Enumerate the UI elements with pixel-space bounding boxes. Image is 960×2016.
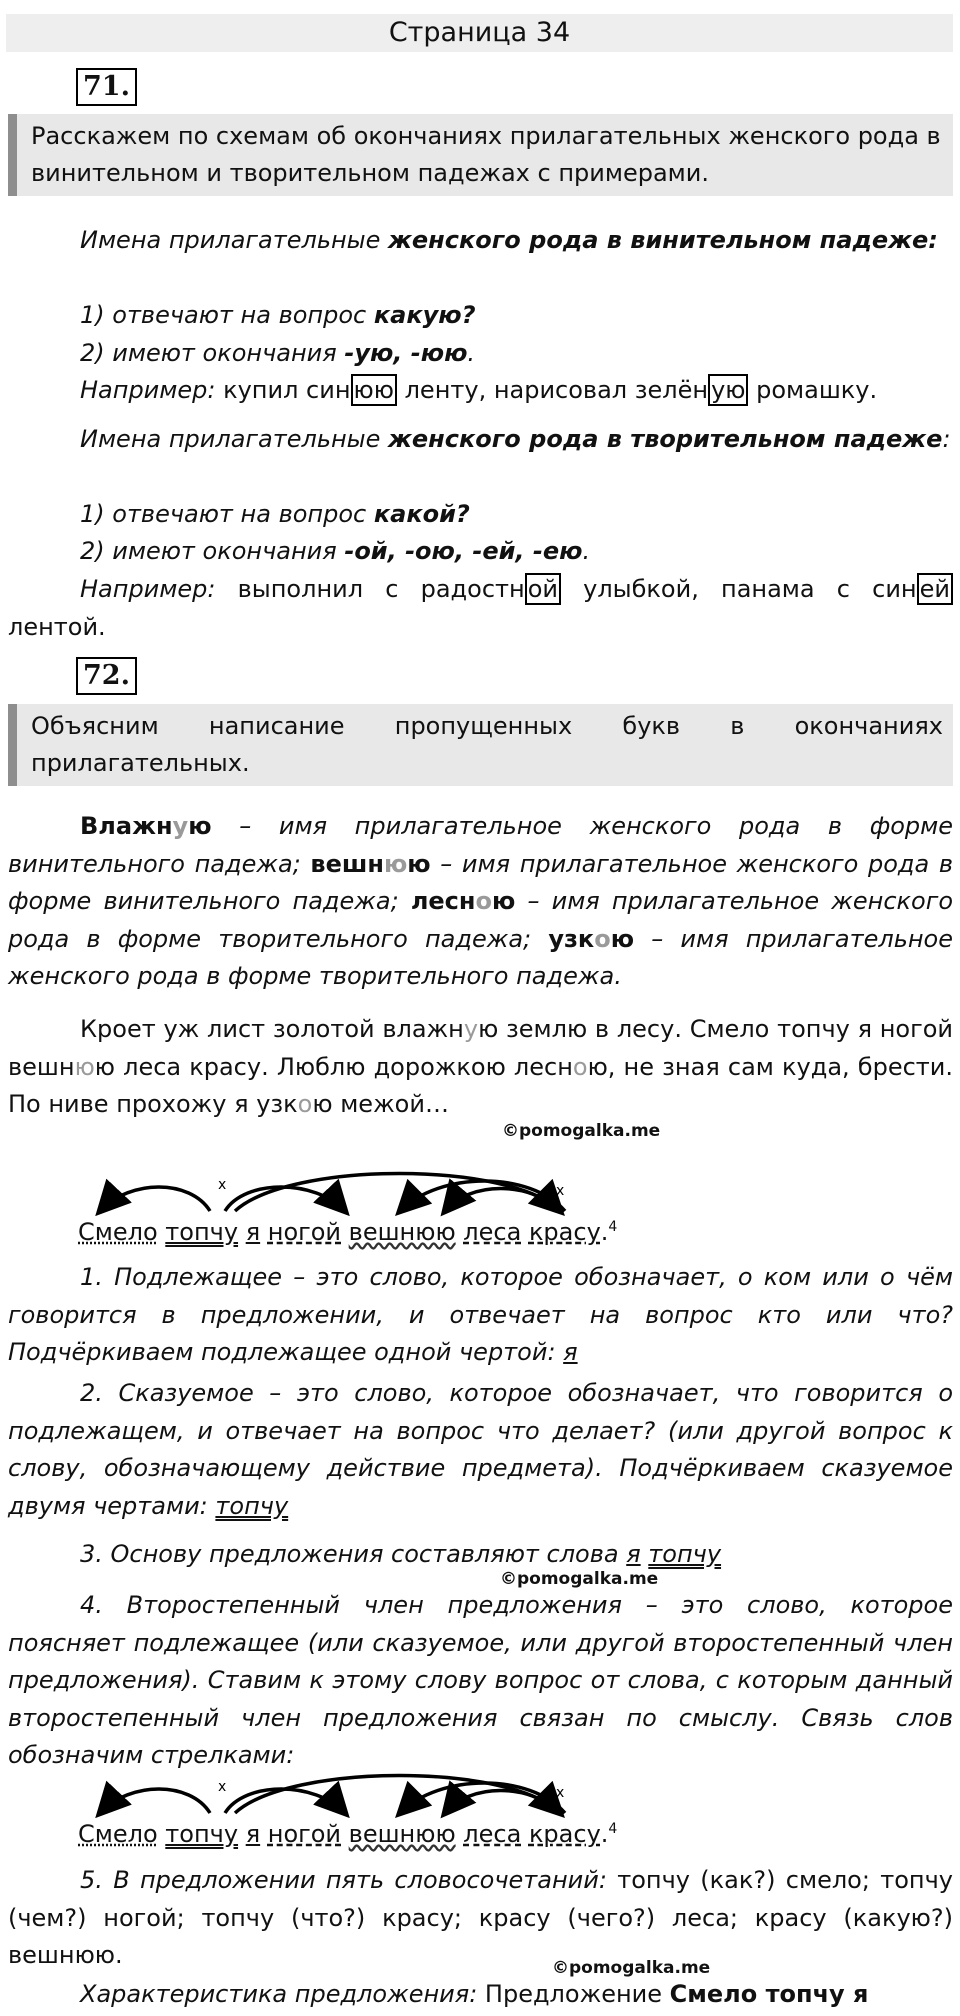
poem-text: Кроет уж лист золотой влажную землю в лесу. Смело топчу я ногой вешнюю леса красу. Люблю дорожкою лесною, не зная сам куда, брести. По ниве прохожу я узкою межой… bbox=[8, 1015, 954, 1118]
step-3: 3. Основу предложения составляют слова я топчу bbox=[80, 1540, 722, 1568]
sentence-characteristic: Характеристика предложения: Предложение Смело топчу я bbox=[80, 1980, 869, 2008]
arrow-topchu-smelo bbox=[100, 1789, 210, 1813]
step-2: 2. Сказуемое – это слово, которое обозначает, что говорится о подлежащем, и отвечает на вопрос что делает? (или другой вопрос к слову, обозначающему действие предмета). Подчёркиваем сказуемое двумя чертами: топчу bbox=[8, 1379, 953, 1520]
arrow-topchu-nogoy bbox=[225, 1187, 345, 1211]
watermark: ©pomogalka.me bbox=[502, 1121, 661, 1141]
accusative-example: Например: купил син юю ленту, нарисовал зелён ую ромашку. bbox=[80, 376, 878, 404]
sentence-parsed: Смело топчу я ногой вешнюю леса красу.$^4$ bbox=[78, 1218, 618, 1246]
step-5: 5. В предложении пять словосочетаний: топчу (как?) смело; топчу (чем?) ногой; топчу (что?) красу; красу (чего?) леса; красу (какую?) вешнюю. bbox=[8, 1866, 953, 1969]
step-1: 1. Подлежащее – это слово, которое обозначает, о ком или о чём говорится в предложении, и отвечает на вопрос кто или что? Подчёркиваем подлежащее одной чертой: я bbox=[8, 1263, 953, 1366]
page-title: Страница 34 bbox=[6, 14, 953, 52]
endings-explanation: Влажную – имя прилагательное женского рода в форме винительного падежа; вешнюю – имя прилагательное женского рода в форме винительного падежа; лесною – имя прилагательное женского рода в форме творительного падежа; узкою – имя прилагательное женского рода в форме творительного падежа. bbox=[8, 812, 953, 990]
cross-mark: x bbox=[556, 1785, 565, 1801]
watermark: ©pomogalka.me bbox=[552, 1958, 711, 1978]
arrow-topchu-nogoy bbox=[225, 1789, 345, 1813]
task71-banner: Расскажем по схемам об окончаниях прилагательных женского рода в винительном и творительном падежах с примерами. bbox=[8, 114, 953, 196]
accusative-rule-intro: Имена прилагательные женского рода в винительном падеже: bbox=[80, 226, 938, 254]
cross-mark: x bbox=[218, 1177, 227, 1193]
sentence-parsed: Смело топчу я ногой вешнюю леса красу.$^4$ bbox=[78, 1820, 618, 1848]
accusative-question: 1) отвечают на вопрос какую? bbox=[80, 301, 476, 329]
instrumental-endings: 2) имеют окончания -ой, -ою, -ей, -ею. bbox=[80, 537, 591, 565]
arrow-topchu-krasu bbox=[235, 1174, 560, 1212]
watermark: ©pomogalka.me bbox=[500, 1569, 659, 1589]
instrumental-question: 1) отвечают на вопрос какой? bbox=[80, 500, 470, 528]
task72-banner: Объясним написание пропущенных букв в окончаниях прилагательных. bbox=[8, 704, 953, 786]
accusative-endings: 2) имеют окончания -ую, -юю. bbox=[80, 339, 476, 367]
arrow-topchu-krasu bbox=[235, 1776, 560, 1814]
cross-mark: x bbox=[556, 1183, 565, 1199]
arrow-krasu-lesa bbox=[445, 1189, 560, 1212]
arrow-topchu-smelo bbox=[100, 1187, 210, 1211]
instrumental-rule-intro: Имена прилагательные женского рода в творительном падеже: bbox=[80, 425, 951, 453]
arrow-krasu-lesa bbox=[445, 1791, 560, 1814]
task-number-71: 71. bbox=[76, 68, 137, 106]
task-number-72: 72. bbox=[76, 657, 137, 695]
instrumental-example: Например: выполнил с радостн ой улыбкой, панама с син ей лентой. bbox=[8, 571, 953, 646]
cross-mark: x bbox=[218, 1779, 227, 1795]
step-4: 4. Второстепенный член предложения – это слово, которое поясняет подлежащее (или сказуемое, или другой второстепенный член предложения). Ставим к этому слову вопрос от слова, с которым данный второстепенный член предложения связан по смыслу. Связь слов обозначим стрелками: bbox=[8, 1591, 953, 1769]
sentence-diagram-2 bbox=[60, 1767, 680, 1877]
